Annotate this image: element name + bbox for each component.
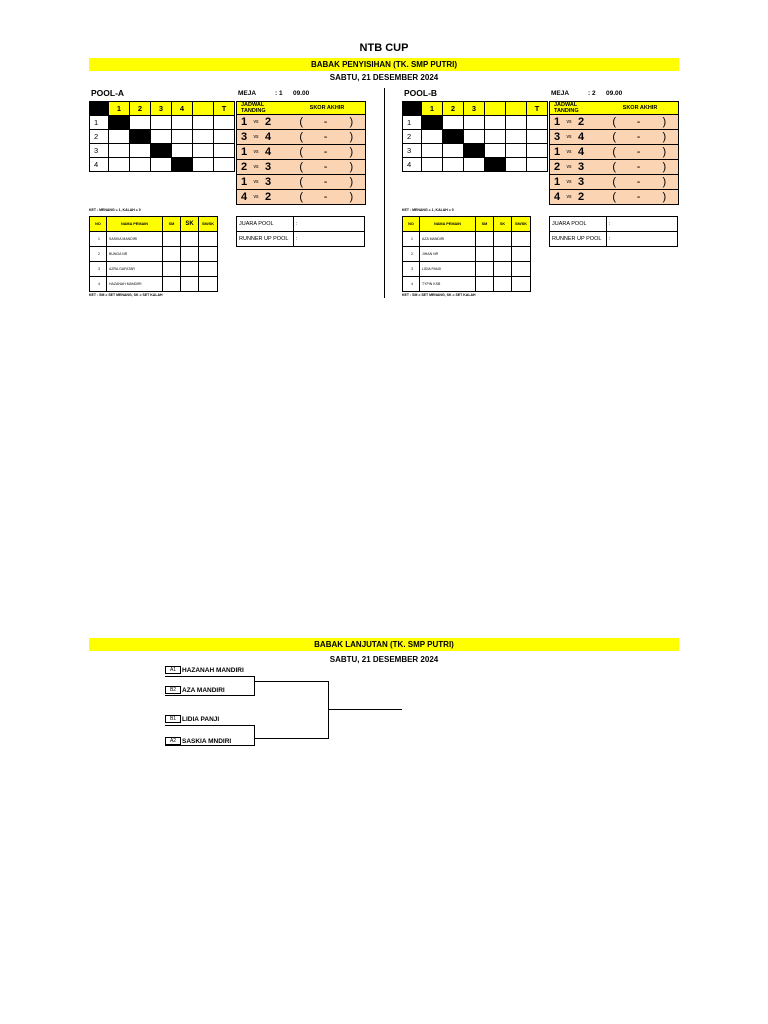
- match-vs: vs: [251, 130, 261, 145]
- score-dash: -: [313, 160, 337, 175]
- match-row: [237, 190, 366, 205]
- grid-cell-blocked: [151, 144, 172, 158]
- player-header-sm: SM: [476, 217, 494, 232]
- grid-cell: [193, 116, 214, 130]
- grid-cell: [527, 144, 548, 158]
- bracket-line: [165, 745, 254, 746]
- grid-col-header: T: [527, 102, 548, 116]
- grid-cell: [506, 158, 527, 172]
- player-row: [403, 232, 531, 247]
- match-row: [550, 130, 679, 145]
- bracket-player-name: HAZANAH MANDIRI: [182, 667, 244, 674]
- grid-cell: [130, 158, 151, 172]
- player-name: BUNGA NR: [107, 247, 163, 262]
- player-header-name: NAMA PEMAIN: [420, 217, 476, 232]
- grid-col-header: 1: [422, 102, 443, 116]
- match-player-a: 1: [237, 175, 252, 190]
- bracket-line: [165, 676, 254, 677]
- player-header-sm: SM: [163, 217, 181, 232]
- player-name: SASKIA MANDIRI: [107, 232, 163, 247]
- score-dash: -: [626, 115, 650, 130]
- player-header-name: NAMA PEMAIN: [107, 217, 163, 232]
- match-row: [550, 190, 679, 205]
- score-open: (: [289, 145, 313, 160]
- prelim-date: SABTU, 21 DESEMBER 2024: [329, 73, 439, 82]
- score-dash: -: [313, 115, 337, 130]
- grid-cell: [172, 144, 193, 158]
- runner-up-value: :: [294, 232, 365, 247]
- grid-col-header: 2: [443, 102, 464, 116]
- grid-cell: [443, 144, 464, 158]
- final-heading: BABAK LANJUTAN (TK. SMP PUTRI): [89, 638, 679, 651]
- grid-cell: [527, 130, 548, 144]
- match-row: [237, 115, 366, 130]
- grid-cell: [422, 158, 443, 172]
- player-no: 1: [90, 232, 107, 247]
- pool-a-time: 09.00: [293, 90, 310, 97]
- match-player-b: 2: [574, 115, 588, 130]
- grid-cell: [422, 144, 443, 158]
- match-row: [550, 175, 679, 190]
- grid-cell: [214, 130, 235, 144]
- player-no: 2: [403, 247, 420, 262]
- juara-value: :: [294, 217, 365, 232]
- score-close: ): [338, 145, 366, 160]
- pool-a-standings: [236, 216, 365, 247]
- grid-col-header: 1: [109, 102, 130, 116]
- grid-row-label: 1: [403, 116, 422, 130]
- bracket-player-name: AZA MANDIRI: [182, 687, 225, 694]
- match-player-a: 4: [550, 190, 565, 205]
- player-header-sk: SK: [494, 217, 512, 232]
- player-row: [403, 277, 531, 292]
- prelim-heading: BABAK PENYISIHAN (TK. SMP PUTRI): [89, 58, 679, 71]
- match-player-b: 4: [261, 130, 275, 145]
- grid-cell-blocked: [464, 144, 485, 158]
- score-dash: -: [626, 175, 650, 190]
- score-close: ): [338, 115, 366, 130]
- match-row: [237, 130, 366, 145]
- score-dash: -: [626, 130, 650, 145]
- player-row: [90, 247, 218, 262]
- bracket-line: [254, 725, 255, 746]
- match-vs: vs: [251, 190, 261, 205]
- grid-row-label: 3: [90, 144, 109, 158]
- match-vs: vs: [564, 130, 574, 145]
- score-dash: -: [313, 145, 337, 160]
- pool-divider: [384, 88, 385, 298]
- grid-cell: [151, 158, 172, 172]
- player-no: 3: [403, 262, 420, 277]
- bracket-line: [165, 695, 254, 696]
- match-vs: vs: [564, 160, 574, 175]
- grid-row-label: 2: [90, 130, 109, 144]
- grid-cell-blocked: [130, 130, 151, 144]
- player-name: JIHAN NR: [420, 247, 476, 262]
- pool-b-players: [402, 216, 531, 292]
- pool-b-ket-set: KET : SM = SET MENANG, SK = SET KALAH: [402, 293, 476, 297]
- grid-row-label: 3: [403, 144, 422, 158]
- score-dash: -: [626, 145, 650, 160]
- player-no: 2: [90, 247, 107, 262]
- final-date: SABTU, 21 DESEMBER 2024: [329, 655, 439, 664]
- pool-a-grid: [89, 101, 235, 172]
- runner-up-value: :: [607, 232, 678, 247]
- grid-col-header: 3: [464, 102, 485, 116]
- match-vs: vs: [251, 160, 261, 175]
- grid-cell: [172, 116, 193, 130]
- score-dash: -: [626, 190, 650, 205]
- grid-cell: [214, 158, 235, 172]
- seed-label: A1: [165, 666, 181, 674]
- score-close: ): [651, 145, 679, 160]
- bracket-player-name: SASKIA MNDIRI: [182, 738, 232, 745]
- score-close: ): [651, 190, 679, 205]
- grid-cell: [151, 130, 172, 144]
- score-open: (: [602, 130, 626, 145]
- player-name: HAZANAH MANDIRI: [107, 277, 163, 292]
- schedule-header-jadwal: JADWAL TANDING: [550, 102, 603, 115]
- score-close: ): [651, 130, 679, 145]
- pool-a-meja-value: : 1: [275, 90, 283, 97]
- juara-label: JUARA POOL: [237, 217, 294, 232]
- match-vs: vs: [564, 115, 574, 130]
- grid-cell: [109, 144, 130, 158]
- match-player-a: 1: [237, 145, 252, 160]
- score-open: (: [602, 160, 626, 175]
- grid-cell: [506, 144, 527, 158]
- page-title: NTB CUP: [359, 42, 409, 54]
- match-player-b: 2: [261, 115, 275, 130]
- pool-b-time: 09.00: [606, 90, 623, 97]
- runner-up-label: RUNNER UP POOL: [550, 232, 607, 247]
- match-vs: vs: [564, 175, 574, 190]
- match-player-b: 3: [261, 175, 275, 190]
- match-player-b: 3: [574, 160, 588, 175]
- grid-cell: [464, 130, 485, 144]
- match-player-a: 4: [237, 190, 252, 205]
- player-header-smsk: SM/SK: [512, 217, 531, 232]
- grid-cell: [506, 116, 527, 130]
- schedule-header-skor: SKOR AKHIR: [602, 102, 679, 115]
- player-name: AZA MANDIRI: [420, 232, 476, 247]
- pool-b-meja-label: MEJA: [551, 90, 570, 97]
- score-dash: -: [626, 160, 650, 175]
- score-open: (: [289, 190, 313, 205]
- grid-cell: [443, 116, 464, 130]
- pool-a-title: POOL-A: [91, 88, 125, 98]
- grid-cell-blocked: [443, 130, 464, 144]
- pool-b-grid: [402, 101, 548, 172]
- score-open: (: [289, 175, 313, 190]
- grid-cell: [506, 130, 527, 144]
- bracket-final-line: [328, 709, 402, 710]
- score-open: (: [289, 160, 313, 175]
- grid-row-label: 2: [403, 130, 422, 144]
- match-player-a: 2: [237, 160, 252, 175]
- match-player-a: 1: [550, 145, 565, 160]
- score-close: ): [338, 160, 366, 175]
- grid-cell: [214, 116, 235, 130]
- grid-corner: [403, 102, 422, 116]
- bracket-player-name: LIDIA PANJI: [182, 716, 220, 723]
- match-player-a: 3: [550, 130, 565, 145]
- runner-up-label: RUNNER UP POOL: [237, 232, 294, 247]
- grid-cell-blocked: [109, 116, 130, 130]
- grid-cell: [109, 158, 130, 172]
- match-player-b: 4: [574, 130, 588, 145]
- pool-b-schedule: [549, 101, 679, 205]
- seed-label: B2: [165, 686, 181, 694]
- pool-a-ket-set: KET : SM = SET MENANG, SK = SET KALAH: [89, 293, 163, 297]
- player-header-no: NO: [90, 217, 107, 232]
- grid-col-header: [506, 102, 527, 116]
- match-player-b: 4: [574, 145, 588, 160]
- score-dash: -: [313, 190, 337, 205]
- grid-cell: [214, 144, 235, 158]
- grid-row-label: 1: [90, 116, 109, 130]
- player-row: [403, 247, 531, 262]
- player-no: 1: [403, 232, 420, 247]
- score-open: (: [602, 115, 626, 130]
- match-player-a: 3: [237, 130, 252, 145]
- score-close: ): [338, 130, 366, 145]
- match-vs: vs: [564, 145, 574, 160]
- score-open: (: [602, 175, 626, 190]
- grid-cell: [193, 144, 214, 158]
- match-player-b: 3: [261, 160, 275, 175]
- grid-cell: [130, 116, 151, 130]
- player-row: [90, 277, 218, 292]
- match-row: [550, 160, 679, 175]
- grid-cell: [464, 158, 485, 172]
- schedule-header-skor: SKOR AKHIR: [289, 102, 366, 115]
- bracket-line: [254, 738, 328, 739]
- match-vs: vs: [251, 115, 261, 130]
- pool-b-title: POOL-B: [404, 88, 438, 98]
- score-close: ): [651, 175, 679, 190]
- player-row: [90, 232, 218, 247]
- match-vs: vs: [564, 190, 574, 205]
- grid-cell-blocked: [485, 158, 506, 172]
- pool-b-ket-score: KET : MENANG = 1, KALAH = 0: [402, 208, 454, 212]
- pool-b-standings: [549, 216, 678, 247]
- player-name: LIDIA PANJI: [420, 262, 476, 277]
- score-dash: -: [313, 130, 337, 145]
- grid-cell: [422, 130, 443, 144]
- seed-label: B1: [165, 715, 181, 723]
- schedule-header-jadwal: JADWAL TANDING: [237, 102, 290, 115]
- grid-col-header: 4: [172, 102, 193, 116]
- match-player-b: 2: [574, 190, 588, 205]
- match-player-a: 1: [550, 115, 565, 130]
- match-player-b: 3: [574, 175, 588, 190]
- player-name: AZRA GAFATAR: [107, 262, 163, 277]
- grid-cell-blocked: [422, 116, 443, 130]
- match-row: [550, 115, 679, 130]
- bracket-line: [254, 676, 255, 696]
- grid-cell: [193, 130, 214, 144]
- score-close: ): [651, 160, 679, 175]
- match-row: [237, 145, 366, 160]
- grid-cell: [527, 158, 548, 172]
- score-close: ): [338, 175, 366, 190]
- match-player-b: 4: [261, 145, 275, 160]
- bracket-line: [165, 725, 254, 726]
- match-player-a: 1: [237, 115, 252, 130]
- score-close: ): [338, 190, 366, 205]
- grid-cell: [527, 116, 548, 130]
- player-row: [403, 262, 531, 277]
- seed-label: A2: [165, 737, 181, 745]
- player-row: [90, 262, 218, 277]
- grid-cell: [443, 158, 464, 172]
- grid-cell: [485, 116, 506, 130]
- player-header-sk: SK: [181, 217, 199, 232]
- pool-a-meja-label: MEJA: [238, 90, 257, 97]
- grid-cell: [151, 116, 172, 130]
- score-dash: -: [313, 175, 337, 190]
- match-player-a: 2: [550, 160, 565, 175]
- grid-col-header: [193, 102, 214, 116]
- grid-col-header: 3: [151, 102, 172, 116]
- grid-cell: [464, 116, 485, 130]
- grid-corner: [90, 102, 109, 116]
- grid-col-header: 2: [130, 102, 151, 116]
- match-vs: vs: [251, 145, 261, 160]
- grid-cell-blocked: [172, 158, 193, 172]
- player-no: 3: [90, 262, 107, 277]
- player-header-no: NO: [403, 217, 420, 232]
- pool-b-meja-value: : 2: [588, 90, 596, 97]
- juara-label: JUARA POOL: [550, 217, 607, 232]
- score-open: (: [602, 190, 626, 205]
- match-player-a: 1: [550, 175, 565, 190]
- grid-row-label: 4: [90, 158, 109, 172]
- pool-a-players: [89, 216, 218, 292]
- grid-cell: [485, 144, 506, 158]
- match-row: [237, 175, 366, 190]
- match-row: [237, 160, 366, 175]
- grid-col-header: [485, 102, 506, 116]
- grid-cell: [109, 130, 130, 144]
- score-close: ): [651, 115, 679, 130]
- player-name: TYPIN KSB: [420, 277, 476, 292]
- grid-cell: [485, 130, 506, 144]
- player-no: 4: [403, 277, 420, 292]
- match-row: [550, 145, 679, 160]
- player-header-smsk: SM/SK: [199, 217, 218, 232]
- juara-value: :: [607, 217, 678, 232]
- pool-a-ket-score: KET : MENANG = 1, KALAH = 0: [89, 208, 141, 212]
- pool-a-schedule: [236, 101, 366, 205]
- grid-cell: [193, 158, 214, 172]
- bracket-line: [254, 681, 328, 682]
- score-open: (: [289, 115, 313, 130]
- grid-cell: [130, 144, 151, 158]
- player-no: 4: [90, 277, 107, 292]
- match-player-b: 2: [261, 190, 275, 205]
- grid-col-header: T: [214, 102, 235, 116]
- score-open: (: [602, 145, 626, 160]
- grid-cell: [172, 130, 193, 144]
- match-vs: vs: [251, 175, 261, 190]
- score-open: (: [289, 130, 313, 145]
- grid-row-label: 4: [403, 158, 422, 172]
- bracket-line: [328, 681, 329, 739]
